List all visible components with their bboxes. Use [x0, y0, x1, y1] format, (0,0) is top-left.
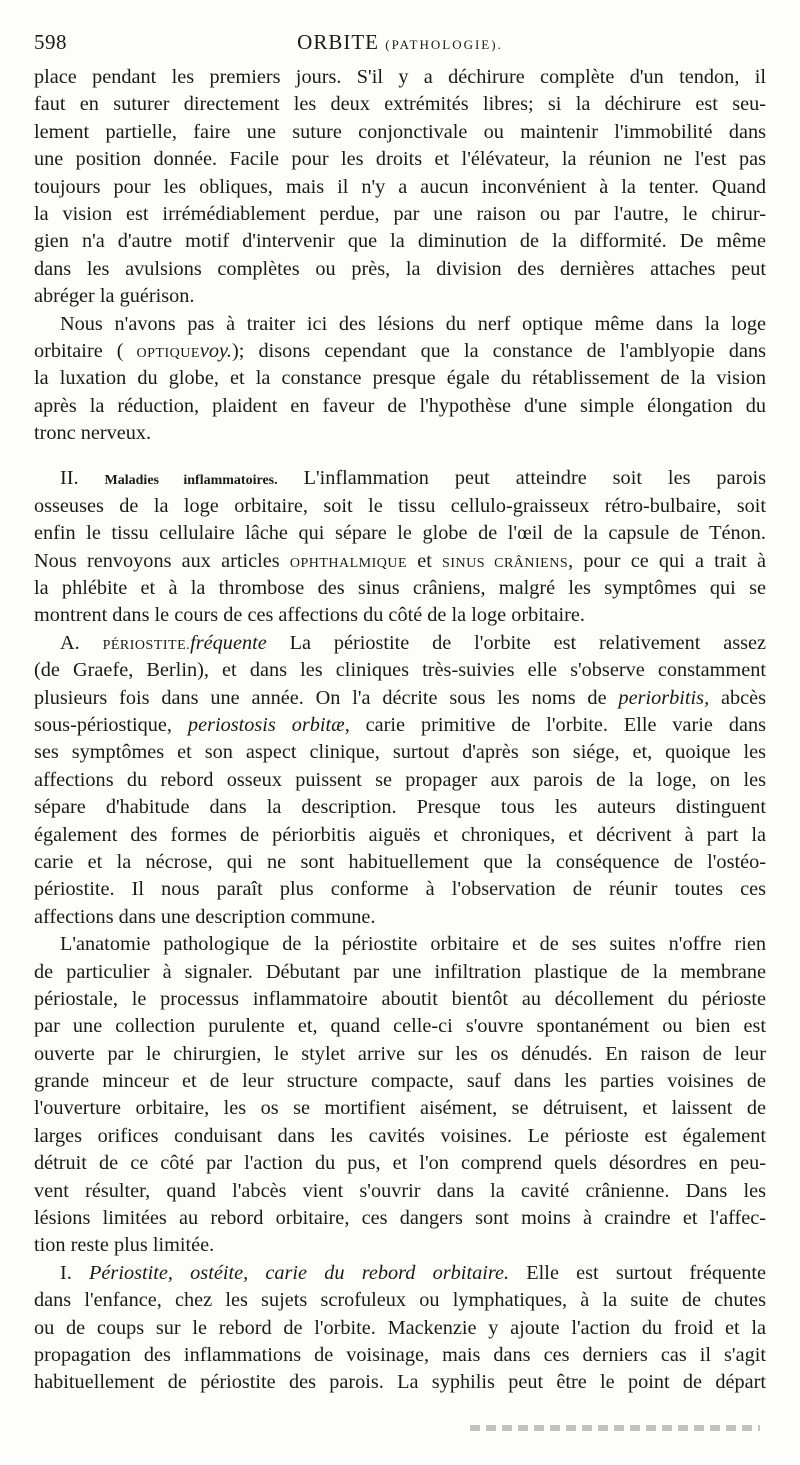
section-heading: Maladies inflammatoires.: [104, 473, 278, 489]
text-line: [34, 256, 766, 283]
italic-text: periostosis orbitæ,: [187, 713, 350, 736]
line-text: propagation des inflammations de voisinage, mais dans ces derniers cas il s'agit: [34, 1343, 766, 1366]
page-number: 598: [34, 30, 67, 54]
body-text: [34, 64, 766, 1397]
text-line: [34, 849, 766, 876]
text-line: [34, 119, 766, 146]
small-caps-text: PÉRIOSTITE.: [102, 637, 191, 653]
running-title: [34, 30, 766, 55]
line-text: de particulier à signaler. Débutant par une infiltration plastique de la membrane: [34, 960, 766, 983]
italic-text: Périostite, ostéite, carie du rebord orbitaire.: [89, 1261, 510, 1284]
running-title-main: ORBITE: [297, 30, 379, 54]
text-line: [34, 146, 766, 173]
line-text: et: [407, 549, 443, 572]
line-text: faut en suturer directement les deux extrémités libres; si la déchirure est seu-: [34, 93, 766, 116]
line-text: I.: [60, 1261, 90, 1284]
text-line: [34, 767, 766, 794]
text-line: [34, 575, 766, 602]
text-line: [34, 311, 766, 338]
line-text: détruit de ce côté par l'action du pus, et l'on comprend quels désordres en peu-: [34, 1152, 766, 1175]
line-text: L'anatomie pathologique de la périostite orbitaire et de ses suites n'offre rien: [60, 933, 766, 956]
text-line: [34, 1369, 766, 1396]
text-line: [34, 1150, 766, 1177]
line-text: toujours pour les obliques, mais il n'y a aucun inconvénient à la tenter. Quand: [34, 175, 766, 198]
line-text: périostale, le processus inflammatoire aboutit bientôt au décollement du périoste: [34, 987, 766, 1010]
line-text: enfin le tissu cellulaire lâche qui sépare le globe de l'œil de la capsule de Ténon.: [34, 522, 766, 545]
text-line: [34, 1287, 766, 1314]
text-line: [34, 1123, 766, 1150]
italic-text: voy.: [199, 339, 232, 362]
line-text: habituellement de périostite des parois. La syphilis peut être le point de départ: [34, 1371, 766, 1394]
text-line: [34, 1013, 766, 1040]
text-line: [34, 393, 766, 420]
line-text: L'inflammation peut atteindre soit les parois: [277, 467, 766, 490]
line-text: tion reste plus limitée.: [34, 1234, 215, 1257]
text-line: [34, 739, 766, 766]
line-text: dans l'enfance, chez les sujets scrofuleux ou lymphatiques, à la suite de chutes: [34, 1289, 766, 1312]
line-text: Nous renvoyons aux articles: [34, 549, 290, 572]
line-text: lésions limitées au rebord orbitaire, ces dangers sont moins à craindre et l'affec-: [34, 1207, 766, 1230]
line-text: (de Graefe, Berlin), et dans les cliniques très-suivies elle s'observe constamment: [34, 659, 766, 682]
line-text: tronc nerveux.: [34, 422, 152, 445]
line-text: abcès: [709, 686, 767, 709]
page-bottom-smudge: [470, 1425, 760, 1431]
line-text: gien n'a d'autre motif d'intervenir que la diminution de la difformité. De même: [34, 230, 766, 253]
line-text: abréger la guérison.: [34, 285, 195, 308]
line-text: après la réduction, plaident en faveur de l'hypothèse d'une simple élongation du: [34, 394, 766, 417]
text-line: [34, 201, 766, 228]
section-gap: [34, 447, 766, 465]
line-text: affections dans une description commune.: [34, 905, 376, 928]
line-text: osseuses de la loge orbitaire, soit le tissu cellulo-graisseux rétro-bulbaire, soit: [34, 494, 766, 517]
text-line: [34, 1068, 766, 1095]
line-text: vent résulter, quand l'abcès vient s'ouvrir dans la cavité crânienne. Dans les: [34, 1179, 766, 1202]
line-text: ouverte par le chirurgien, le stylet arrive sur les os dénudés. En raison de leur: [34, 1042, 766, 1065]
line-text: par une collection purulente et, quand celle-ci s'ouvre spontanément ou bien est: [34, 1015, 766, 1038]
line-text: une position donnée. Facile pour les droits et l'élévateur, la réunion ne l'est pas: [34, 148, 766, 171]
small-caps-text: OPHTHALMIQUE: [289, 555, 408, 571]
line-text: montrent dans le cours de ces affections du côté de la loge orbitaire.: [34, 604, 585, 627]
text-line: [34, 1205, 766, 1232]
line-text: ); disons cependant que la constance de l'amblyopie dans: [232, 339, 766, 362]
text-line: [34, 657, 766, 684]
text-line: [34, 1342, 766, 1369]
line-text: sépare d'habitude dans la description. Presque tous les auteurs distinguent: [34, 796, 766, 819]
italic-text: fréquente: [190, 631, 267, 654]
text-line: [34, 338, 766, 365]
line-text: plusieurs fois dans une année. On l'a décrite sous les noms de: [34, 686, 619, 709]
text-line: [34, 712, 766, 739]
line-text: la vision est irrémédiablement perdue, par une raison ou par l'autre, le chirur-: [34, 202, 766, 225]
text-line: [34, 283, 766, 310]
text-line: [34, 794, 766, 821]
text-line: [34, 1232, 766, 1259]
italic-text: periorbitis,: [618, 686, 710, 709]
line-text: La périostite de l'orbite est relativement assez: [266, 631, 766, 654]
small-caps-text: SINUS CRÂNIENS: [442, 555, 569, 571]
line-text: lement partielle, faire une suture conjonctivale ou maintenir l'immobilité dans: [34, 120, 766, 143]
text-line: [34, 548, 766, 575]
small-caps-text: OPTIQUE: [123, 345, 200, 361]
text-line: [34, 630, 766, 657]
line-text: l'ouverture orbitaire, les os se mortifient aisément, se détruisent, et laissent de: [34, 1097, 766, 1120]
line-text: grande minceur et de leur structure compacte, sauf dans les parties voisines de: [34, 1070, 766, 1093]
line-text: , pour ce qui a trait à: [568, 549, 766, 572]
line-text: ses symptômes et son aspect clinique, surtout d'après son siége, et, quoique les: [34, 741, 766, 764]
text-line: [34, 174, 766, 201]
text-line: [34, 685, 766, 712]
text-line: [34, 228, 766, 255]
line-text: la phlébite et à la thrombose des sinus crâniens, malgré les symptômes qui se: [34, 577, 766, 600]
line-text: Elle est surtout fréquente: [509, 1261, 766, 1284]
text-line: [34, 1095, 766, 1122]
text-line: [34, 1041, 766, 1068]
line-text: périostite. Il nous paraît plus conforme à l'observation de réunir toutes ces: [34, 878, 766, 901]
text-line: [34, 493, 766, 520]
text-line: [34, 64, 766, 91]
line-text: la luxation du globe, et la constance presque égale du rétablissement de la vision: [34, 367, 766, 390]
line-text: II.: [60, 467, 105, 490]
text-line: [34, 822, 766, 849]
text-line: [34, 365, 766, 392]
line-text: sous-périostique,: [34, 713, 188, 736]
text-line: [34, 91, 766, 118]
text-line: [34, 420, 766, 447]
line-text: A.: [60, 631, 103, 654]
text-line: [34, 1315, 766, 1342]
text-line: [34, 904, 766, 931]
line-text: carie primitive de l'orbite. Elle varie dans: [349, 713, 767, 736]
line-text: place pendant les premiers jours. S'il y a déchirure complète d'un tendon, il: [34, 66, 766, 88]
text-line: [34, 465, 766, 492]
line-text: ou de coups sur le rebord de l'orbite. Mackenzie y ajoute l'action du froid et la: [34, 1316, 766, 1339]
text-line: [34, 520, 766, 547]
text-line: [34, 602, 766, 629]
text-line: [34, 876, 766, 903]
text-line: [34, 931, 766, 958]
line-text: affections du rebord osseux puissent se propager aux parois de la loge, on les: [34, 768, 766, 791]
text-line: [34, 1260, 766, 1287]
text-line: [34, 986, 766, 1013]
line-text: carie et la nécrose, qui ne sont habituellement que la conséquence de l'ostéo-: [34, 850, 766, 873]
line-text: également des formes de périorbitis aiguës et chroniques, et décrivent à part la: [34, 823, 766, 846]
text-line: [34, 959, 766, 986]
page-header: [34, 30, 766, 60]
line-text: larges orifices conduisant dans les cavités voisines. Le périoste est également: [34, 1124, 766, 1147]
line-text: Nous n'avons pas à traiter ici des lésions du nerf optique même dans la loge: [60, 312, 766, 335]
line-text: orbitaire (: [34, 339, 124, 362]
text-line: [34, 1178, 766, 1205]
line-text: dans les avulsions complètes ou près, la division des dernières attaches peut: [34, 257, 766, 280]
running-title-sub: (PATHOLOGIE).: [385, 37, 503, 52]
